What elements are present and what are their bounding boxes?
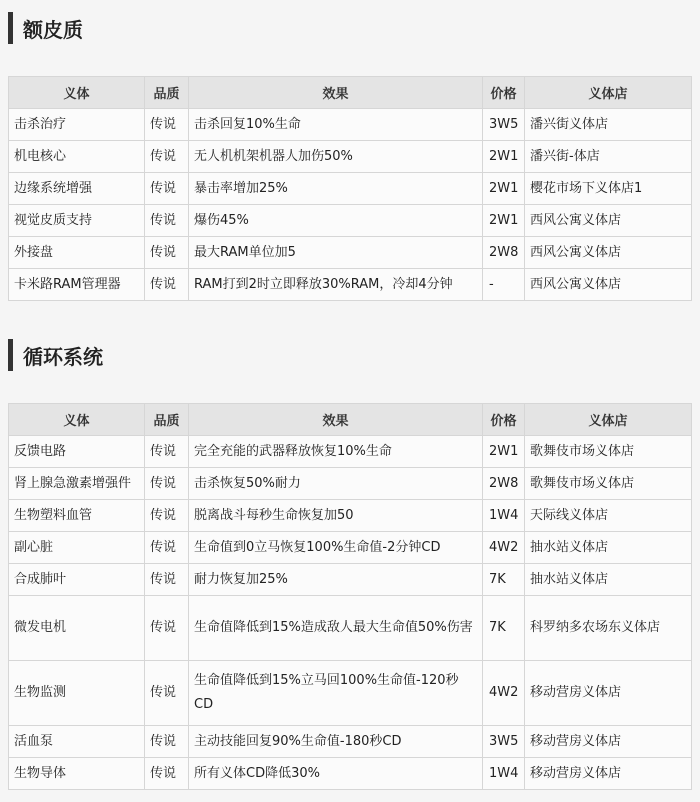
cell-implant: 微发电机: [9, 596, 145, 661]
cell-quality: 传说: [145, 758, 189, 790]
table-row: [9, 564, 692, 596]
cell-price: 3W5: [483, 726, 525, 758]
cell-effect: 主动技能回复90%生命值-180秒CD: [189, 726, 483, 758]
table-row: [9, 726, 692, 758]
header-quality: 品质: [145, 404, 189, 436]
cell-effect: 完全充能的武器释放恢复10%生命: [189, 436, 483, 468]
cell-effect: 暴击率增加25%: [189, 173, 483, 205]
cell-price: 3W5: [483, 109, 525, 141]
cell-quality: 传说: [145, 532, 189, 564]
cell-effect: 脱离战斗每秒生命恢复加50: [189, 500, 483, 532]
cell-price: 2W8: [483, 237, 525, 269]
cell-quality: 传说: [145, 564, 189, 596]
header-implant: 义体: [9, 77, 145, 109]
cell-price: 2W1: [483, 173, 525, 205]
cell-price: 2W1: [483, 141, 525, 173]
cell-quality: 传说: [145, 269, 189, 301]
table-row: [9, 596, 692, 661]
header-price: 价格: [483, 77, 525, 109]
header-quality: 品质: [145, 77, 189, 109]
cell-effect: 生命值到0立马恢复100%生命值-2分钟CD: [189, 532, 483, 564]
header-implant: 义体: [9, 404, 145, 436]
cell-shop: 天际线义体店: [525, 500, 692, 532]
cell-quality: 传说: [145, 436, 189, 468]
table-header-row: [9, 77, 692, 109]
cell-implant: 生物塑料血管: [9, 500, 145, 532]
cell-quality: 传说: [145, 661, 189, 726]
cell-implant: 边缘系统增强: [9, 173, 145, 205]
cell-effect: 耐力恢复加25%: [189, 564, 483, 596]
table-row: [9, 468, 692, 500]
cell-shop: 移动营房义体店: [525, 758, 692, 790]
cell-implant: 活血泵: [9, 726, 145, 758]
cell-shop: 潘兴街义体店: [525, 109, 692, 141]
cell-quality: 传说: [145, 726, 189, 758]
cell-shop: 抽水站义体店: [525, 532, 692, 564]
cell-price: 2W1: [483, 436, 525, 468]
cell-shop: 西风公寓义体店: [525, 269, 692, 301]
table-row: [9, 173, 692, 205]
cell-shop: 西风公寓义体店: [525, 205, 692, 237]
table-row: [9, 109, 692, 141]
cell-quality: 传说: [145, 237, 189, 269]
table-row: [9, 141, 692, 173]
cell-implant: 击杀治疗: [9, 109, 145, 141]
cell-effect: 击杀回复10%生命: [189, 109, 483, 141]
cell-shop: 科罗纳多农场东义体店: [525, 596, 692, 661]
table-row: [9, 205, 692, 237]
table-header-row: [9, 404, 692, 436]
cell-effect: 无人机机架机器人加伤50%: [189, 141, 483, 173]
cell-implant: 合成肺叶: [9, 564, 145, 596]
cell-implant: 机电核心: [9, 141, 145, 173]
cell-implant: 副心脏: [9, 532, 145, 564]
cell-implant: 视觉皮质支持: [9, 205, 145, 237]
cell-implant: 生物监测: [9, 661, 145, 726]
cell-effect: 击杀恢复50%耐力: [189, 468, 483, 500]
header-shop: 义体店: [525, 404, 692, 436]
cell-implant: 生物导体: [9, 758, 145, 790]
table-row: [9, 661, 692, 726]
cell-effect: 爆伤45%: [189, 205, 483, 237]
header-price: 价格: [483, 404, 525, 436]
table-row: [9, 237, 692, 269]
header-shop: 义体店: [525, 77, 692, 109]
cell-price: 1W4: [483, 500, 525, 532]
table-row: [9, 269, 692, 301]
cell-quality: 传说: [145, 141, 189, 173]
cell-quality: 传说: [145, 596, 189, 661]
cell-implant: 外接盘: [9, 237, 145, 269]
cell-effect: 生命值降低到15%造成敌人最大生命值50%伤害: [189, 596, 483, 661]
cell-price: -: [483, 269, 525, 301]
cell-shop: 移动营房义体店: [525, 726, 692, 758]
cell-quality: 传说: [145, 500, 189, 532]
header-effect: 效果: [189, 404, 483, 436]
table-row: [9, 436, 692, 468]
cell-price: 2W8: [483, 468, 525, 500]
circulatory-table: [8, 403, 692, 790]
cell-price: 4W2: [483, 532, 525, 564]
cell-shop: 移动营房义体店: [525, 661, 692, 726]
cell-shop: 潘兴街-体店: [525, 141, 692, 173]
section-title-circulatory: 循环系统: [8, 339, 103, 371]
cell-price: 1W4: [483, 758, 525, 790]
table-row: [9, 532, 692, 564]
header-effect: 效果: [189, 77, 483, 109]
cell-price: 4W2: [483, 661, 525, 726]
cell-implant: 反馈电路: [9, 436, 145, 468]
table-row: [9, 758, 692, 790]
cell-effect: 生命值降低到15%立马回100%生命值-120秒CD: [189, 661, 483, 726]
cell-effect: 最大RAM单位加5: [189, 237, 483, 269]
cell-effect: 所有义体CD降低30%: [189, 758, 483, 790]
cell-implant: 肾上腺急激素增强件: [9, 468, 145, 500]
cell-price: 7K: [483, 596, 525, 661]
cell-shop: 樱花市场下义体店1: [525, 173, 692, 205]
section-title-cortex: 额皮质: [8, 12, 83, 44]
cell-quality: 传说: [145, 205, 189, 237]
cell-price: 2W1: [483, 205, 525, 237]
cell-shop: 歌舞伎市场义体店: [525, 436, 692, 468]
cell-shop: 歌舞伎市场义体店: [525, 468, 692, 500]
table-row: [9, 500, 692, 532]
cell-price: 7K: [483, 564, 525, 596]
cell-quality: 传说: [145, 173, 189, 205]
cell-quality: 传说: [145, 468, 189, 500]
cell-shop: 抽水站义体店: [525, 564, 692, 596]
cell-effect: RAM打到2时立即释放30%RAM，冷却4分钟: [189, 269, 483, 301]
cell-shop: 西风公寓义体店: [525, 237, 692, 269]
cell-quality: 传说: [145, 109, 189, 141]
cortex-table: [8, 76, 692, 301]
cell-implant: 卡米路RAM管理器: [9, 269, 145, 301]
